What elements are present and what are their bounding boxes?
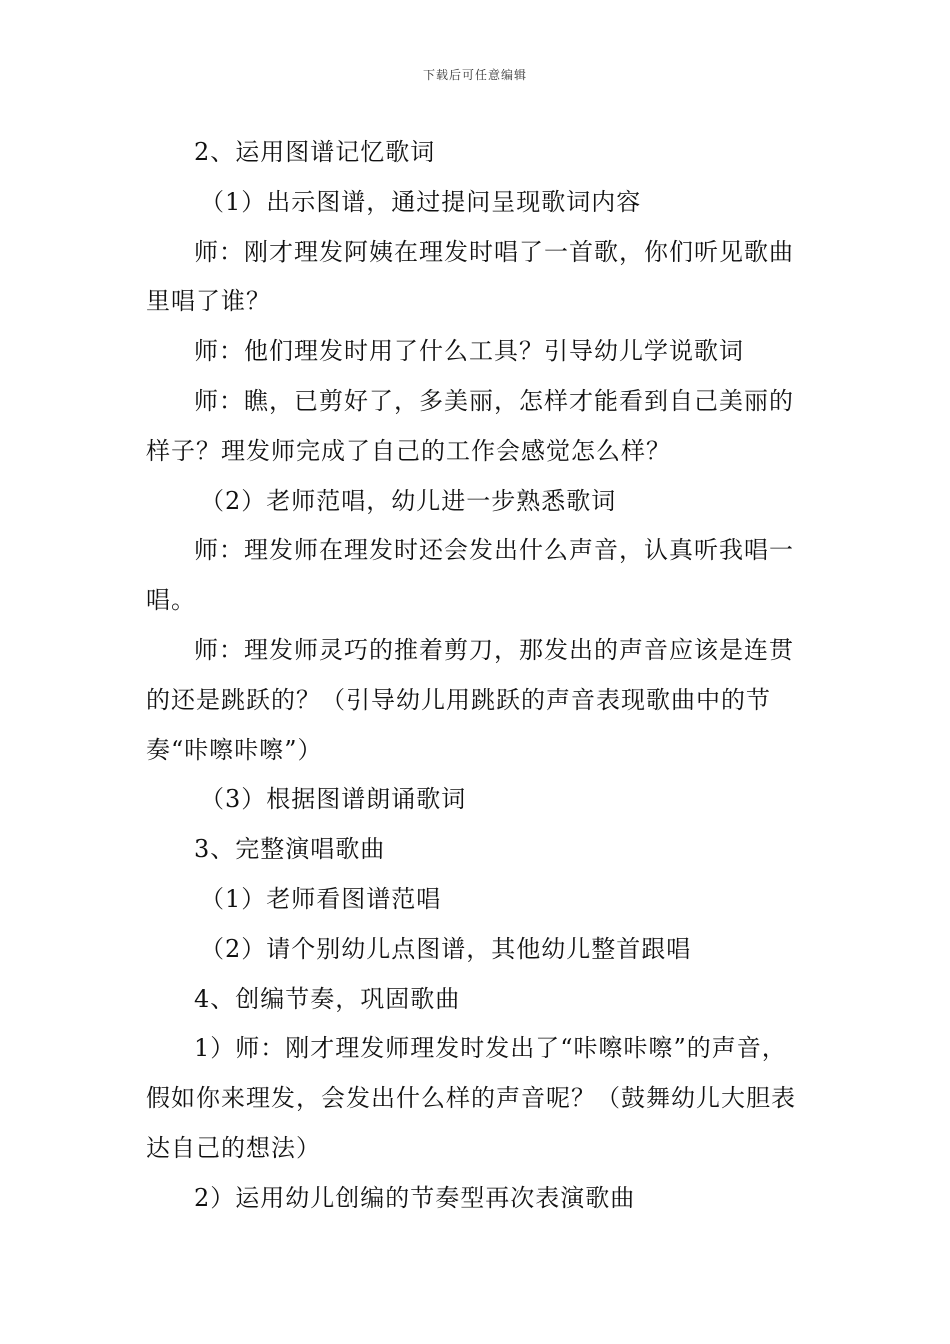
- section-heading-4: 4、创编节奏，巩固歌曲: [194, 984, 461, 1013]
- sub-step-2: （2）请个别幼儿点图谱，其他幼儿整首跟唱: [200, 934, 692, 963]
- activity-item-2: 2）运用幼儿创编的节奏型再次表演歌曲: [194, 1183, 636, 1212]
- sub-step-2: （2）老师范唱，幼儿进一步熟悉歌词: [200, 486, 617, 515]
- teacher-line: 师：刚才理发阿姨在理发时唱了一首歌，你们听见歌曲里唱了谁？: [146, 237, 794, 316]
- teacher-line: 师：他们理发时用了什么工具？引导幼儿学说歌词: [194, 337, 744, 366]
- teacher-line: 师：理发师在理发时还会发出什么声音，认真听我唱一唱。: [146, 536, 794, 615]
- sub-step-1: （1）出示图谱，通过提问呈现歌词内容: [200, 187, 642, 216]
- page-header-note: 下载后可任意编辑: [422, 68, 527, 82]
- section-heading-3: 3、完整演唱歌曲: [194, 835, 386, 864]
- teacher-line: 师：瞧，已剪好了，多美丽，怎样才能看到自己美丽的样子？理发师完成了自己的工作会感觉怎么样？: [146, 386, 794, 465]
- section-heading-2: 2、运用图谱记忆歌词: [194, 138, 436, 166]
- sub-step-3: （3）根据图谱朗诵歌词: [200, 785, 467, 814]
- sub-step-1: （1）老师看图谱范唱: [200, 884, 442, 913]
- document-body: [146, 128, 810, 1224]
- teacher-line: 师：理发师灵巧的推着剪刀，那发出的声音应该是连贯的还是跳跃的？（引导幼儿用跳跃的声音表现歌曲中的节奏“咔嚓咔嚓”）: [146, 635, 794, 764]
- activity-item-1: 1）师：刚才理发师理发时发出了“咔嚓咔嚓”的声音，假如你来理发，会发出什么样的声音呢？（鼓舞幼儿大胆表达自己的想法）: [146, 1034, 796, 1162]
